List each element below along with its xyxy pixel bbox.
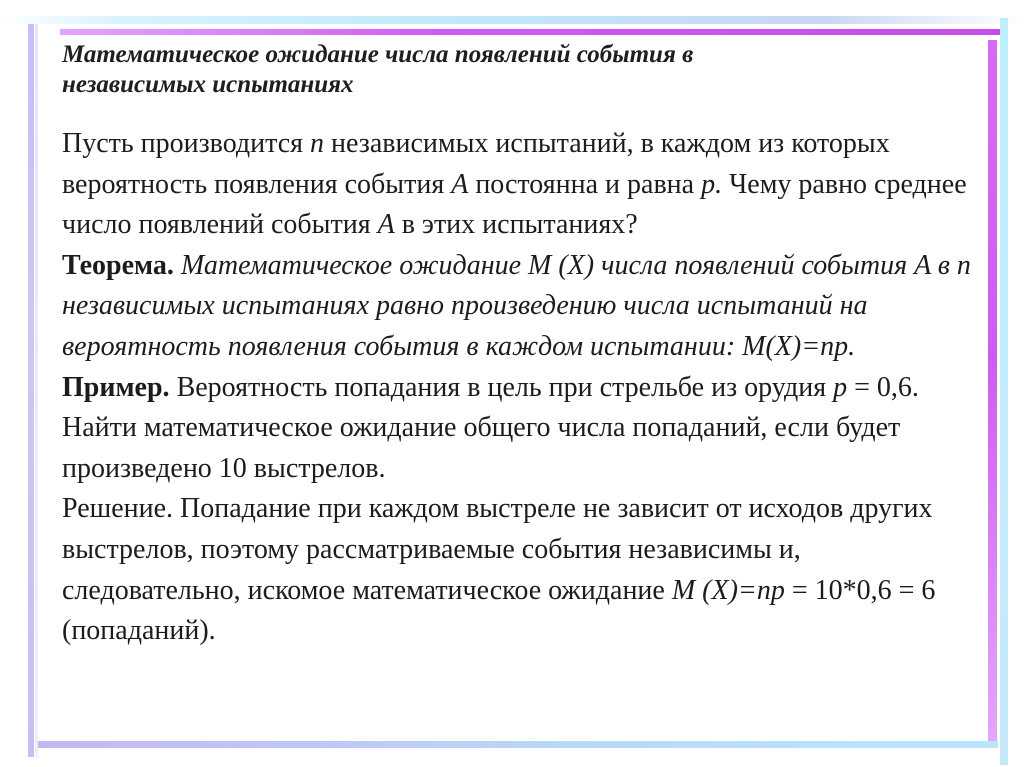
solution-text-1: Решение. Попадание при каждом выстреле не зависит от исходов других выстрелов, поэтому рассматриваемые события независимы и, следовательно, искомое математическое ожидание: [62, 493, 933, 606]
example-label: Пример.: [62, 371, 170, 403]
example-paragraph: [62, 368, 982, 490]
intro-text-2: независимых испытаний, в каждом из которых вероятность появления события: [62, 128, 890, 200]
top-teal-stripe: [0, 16, 1024, 24]
solution-formula: M (X)=np: [671, 574, 785, 606]
intro-text-4: Чему равно среднее число появлений события: [62, 168, 967, 241]
slide-content: [62, 40, 982, 652]
solution-paragraph: [62, 489, 982, 651]
intro-var-p: р.: [701, 168, 723, 200]
theorem-paragraph: [62, 246, 982, 368]
theorem-label: Теорема.: [62, 249, 174, 281]
title-line-1: Математическое ожидание числа появлений события в: [62, 41, 694, 68]
intro-text-5: в этих испытаниях?: [394, 209, 638, 241]
example-text-1: Вероятность попадания в цель при стрельбе из орудия: [169, 371, 834, 403]
top-magenta-stripe: [60, 29, 1000, 35]
title-line-2: независимых испытаниях: [62, 71, 354, 98]
slide-body: [62, 124, 982, 652]
left-light-stripe: [35, 24, 38, 757]
right-teal-stripe: [1000, 18, 1008, 765]
intro-var-a2: А: [377, 209, 395, 241]
intro-text-3: постоянна и равна: [468, 168, 702, 200]
intro-paragraph: [62, 124, 982, 246]
example-var-p: p: [833, 371, 848, 403]
intro-var-a1: А: [451, 168, 469, 200]
theorem-text: Математическое ожидание M (X) числа появлений события A в n независимых испытаниях равно произведению числа испытаний на вероятность появления события в каждом испытании: M(X)=np.: [62, 249, 971, 362]
solution-text-2: = 10*0,6 = 6 (попаданий).: [62, 574, 936, 647]
slide-title: [62, 40, 942, 100]
bottom-stripe: [38, 741, 998, 748]
intro-var-n: n: [310, 128, 325, 159]
right-magenta-stripe: [988, 40, 997, 747]
intro-text-1: Пусть производится: [62, 128, 311, 159]
example-text-2: = 0,6. Найти математическое ожидание общего числа попаданий, если будет произведено 10 выстрелов.: [62, 371, 919, 484]
left-lavender-stripe: [28, 24, 34, 757]
